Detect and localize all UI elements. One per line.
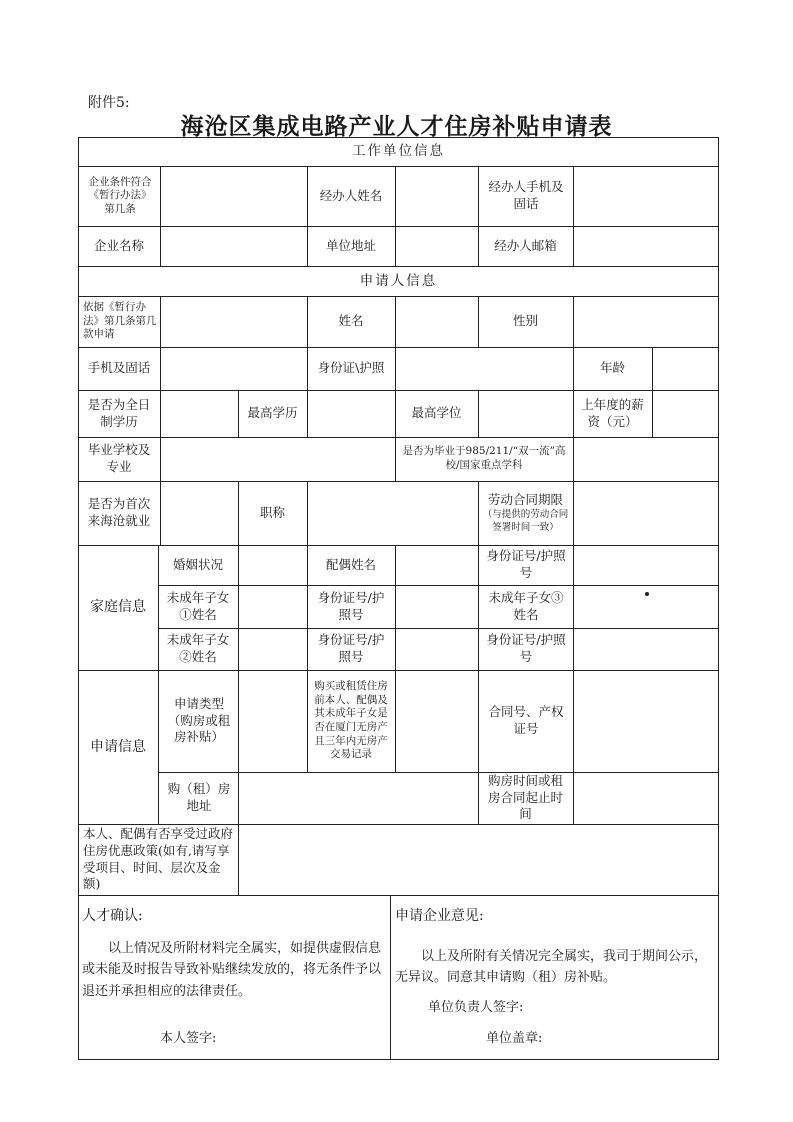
school-major-field[interactable] (160, 437, 395, 481)
address-label: 单位地址 (325, 237, 376, 253)
job-title-field[interactable] (307, 481, 478, 545)
company-seal: 单位盖章: (486, 1031, 543, 1046)
key-school-field[interactable] (573, 437, 719, 481)
handler-email-label: 经办人邮箱 (494, 237, 557, 253)
gender-label: 性别 (512, 313, 538, 329)
child2-label: 未成年子女②姓名 (166, 632, 230, 664)
basis-field[interactable] (160, 296, 307, 347)
spouse-id-label: 身份证号/护照号 (486, 548, 566, 580)
spouse-id-field[interactable] (573, 545, 719, 585)
contract-term-field[interactable] (573, 481, 719, 545)
contract-term-cell (478, 481, 573, 545)
col-line (390, 895, 391, 1060)
form-title: 海沧区集成电路产业人才住房补贴申请表 (180, 114, 613, 140)
house-address-label: 购（租）房地址 (167, 781, 231, 813)
spouse-name-label: 配偶姓名 (325, 556, 376, 572)
property-record-label: 购买或租赁住房前本人、配偶及其未成年子女是否在厦门无房产且三年内无房产交易记录 (314, 680, 388, 761)
col-line (478, 545, 479, 670)
spouse-name-field[interactable] (395, 545, 478, 585)
contract-no-label: 合同号、产权证号 (488, 704, 564, 736)
policy-label: 本人、配偶有否享受过政府住房优惠政策(如有,请写享受项目、时间、层次及金额) (83, 825, 234, 892)
child1-field[interactable] (238, 585, 307, 628)
address-field[interactable] (395, 226, 478, 266)
marital-label: 婚姻状况 (172, 556, 223, 572)
phone-label: 手机及固话 (87, 360, 151, 376)
col-line (307, 670, 308, 772)
degree-field[interactable] (478, 390, 573, 437)
age-field[interactable] (652, 347, 719, 390)
handler-name-label: 经办人姓名 (319, 187, 383, 203)
col-line (478, 670, 479, 824)
age-label: 年龄 (599, 360, 625, 376)
house-time-label: 购房时间或租房合同起止时间 (487, 772, 563, 822)
marital-field[interactable] (238, 545, 307, 585)
child2-field[interactable] (238, 628, 307, 670)
house-address-field[interactable] (238, 772, 478, 824)
child1-label: 未成年子女①姓名 (166, 589, 230, 622)
basis-label: 依据《暂行办法》第几条第几款申请 (83, 301, 157, 341)
key-school-label: 是否为毕业于985/211/“双一流”高校/国家重点学科 (402, 445, 566, 471)
education-field[interactable] (307, 390, 395, 437)
degree-label: 最高学位 (411, 405, 462, 421)
child1-id-field[interactable] (395, 585, 478, 628)
apply-type-label: 申请类型（购房或租房补贴） (167, 695, 231, 745)
job-title-label: 职称 (259, 504, 285, 520)
company-statement: 以上及所附有关情况完全属实，我司于期间公示，无异议。同意其申请购（租）房补贴。 (395, 949, 708, 986)
contract-no-field[interactable] (573, 670, 719, 772)
handler-phone-field[interactable] (573, 166, 719, 226)
gender-field[interactable] (573, 296, 719, 347)
id-passport-label: 身份证\护照 (317, 360, 385, 376)
handler-email-field[interactable] (573, 226, 719, 266)
child2-id-label: 身份证号/护照号 (317, 632, 385, 664)
company-name-field[interactable] (160, 226, 307, 266)
child3-id-field[interactable] (573, 628, 719, 670)
handler-name-field[interactable] (395, 166, 478, 226)
salary-label: 上年度的薪资（元） (581, 396, 644, 429)
policy-field[interactable] (238, 824, 719, 895)
company-head-signature: 单位负责人签字: (428, 1000, 524, 1015)
ink-mark (645, 592, 649, 596)
family-label: 家庭信息 (90, 599, 146, 616)
school-major-label: 毕业学校及专业 (87, 442, 151, 474)
child1-id-label: 身份证号/护照号 (317, 589, 385, 622)
full-time-field[interactable] (160, 390, 238, 437)
education-label: 最高学历 (247, 405, 298, 421)
handler-phone-label: 经办人手机及固话 (488, 179, 564, 211)
section-employer: 工作单位信息 (352, 143, 445, 160)
phone-field[interactable] (160, 347, 307, 390)
child3-id-label: 身份证号/护照号 (486, 632, 566, 664)
company-heading: 申请企业意见: (395, 908, 484, 924)
attachment-label: 附件5: (88, 95, 130, 111)
name-field[interactable] (395, 296, 478, 347)
col-line (395, 437, 396, 481)
name-label: 姓名 (338, 313, 364, 329)
apply-type-field[interactable] (238, 670, 307, 772)
child2-id-field[interactable] (395, 628, 478, 670)
full-time-label: 是否为全日制学历 (87, 396, 151, 429)
talent-signature: 本人签字: (160, 1031, 217, 1046)
condition-field[interactable] (160, 166, 307, 226)
house-time-field[interactable] (573, 772, 719, 824)
company-name-label: 企业名称 (93, 237, 144, 253)
talent-statement: 以上情况及所附材料完全属实，如提供虚假信息或未能及时报告导致补贴继续发放的，将无条件予以退还并承担相应的法律责任。 (82, 941, 382, 999)
property-record-field[interactable] (395, 670, 478, 772)
col-line (573, 390, 574, 437)
salary-field[interactable] (652, 390, 719, 437)
row-line (78, 895, 719, 896)
contract-term-note: （与提供的劳动合同签署时间一致） (482, 508, 569, 533)
condition-label: 企业条件符合《暂行办法》第几条 (88, 175, 152, 215)
application-label: 申请信息 (90, 738, 146, 755)
talent-heading: 人才确认: (82, 908, 143, 924)
id-passport-field[interactable] (395, 347, 573, 390)
first-job-label: 是否为首次来海沧就业 (87, 496, 151, 528)
child3-label: 未成年子女③姓名 (488, 589, 564, 622)
col-line (158, 545, 159, 824)
contract-term-label: 劳动合同期限 (487, 492, 563, 508)
first-job-field[interactable] (160, 481, 238, 545)
section-applicant: 申请人信息 (359, 272, 438, 289)
